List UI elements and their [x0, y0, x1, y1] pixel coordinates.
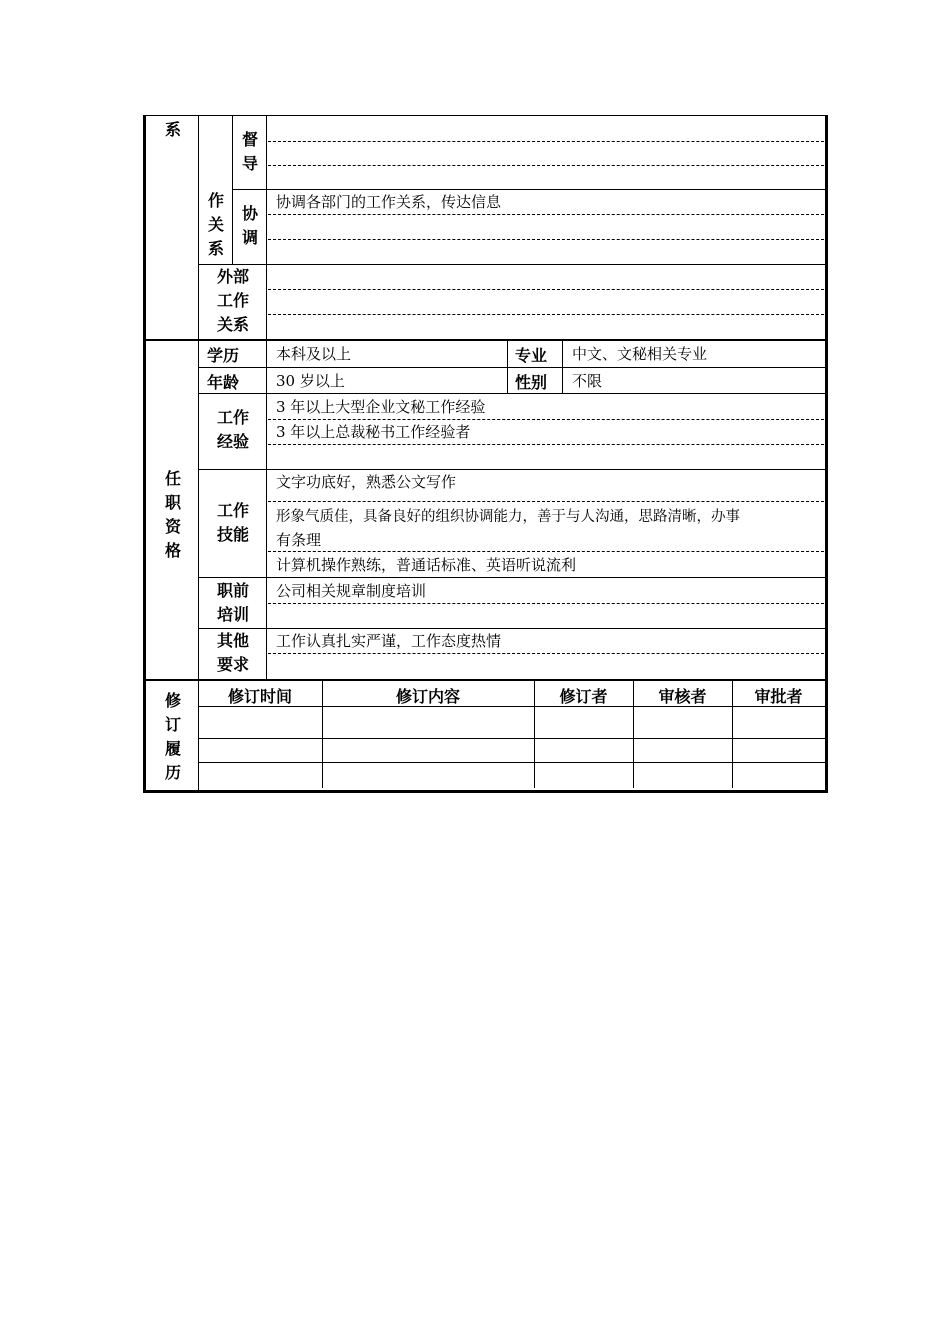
age-row-bottom: [198, 393, 825, 394]
age-value: 30 岁以上: [276, 372, 345, 390]
skills-dash-2: [268, 551, 824, 552]
skills-line-text-4: 计算机操作熟练，普通话标准、英语听说流利: [276, 556, 577, 574]
bottom-border: [143, 790, 828, 793]
revision-header-content: 修订内容: [395, 687, 460, 706]
top-border: [146, 115, 826, 116]
relations-bottom: [146, 339, 826, 341]
training-text: 公司相关规章制度培训: [276, 582, 427, 600]
experience-dash-1: [268, 419, 824, 420]
other-text: 工作认真扎实严谨，工作态度热情: [276, 632, 502, 650]
external-line-1: [268, 289, 824, 290]
training-dash: [268, 603, 824, 604]
major-label: 专业: [515, 346, 548, 365]
education-label: 学历: [207, 346, 240, 365]
education-row-bottom: [198, 367, 825, 368]
experience-line-text-1: 3 年以上大型企业文秘工作经验: [276, 398, 486, 416]
experience-label: 工作 经验: [216, 408, 249, 451]
external-line-2: [268, 314, 824, 315]
qualifications-label-divider: [266, 341, 267, 681]
skills-line-text-1: 文字功底好，熟悉公文写作: [276, 473, 457, 491]
other-dash: [268, 653, 824, 654]
experience-dash-2: [268, 444, 824, 445]
revision-row-2-bottom: [198, 762, 825, 763]
revision-header-bottom: [198, 706, 825, 707]
skills-row-bottom: [198, 577, 825, 578]
internal-relations-label: 作 关 系: [207, 191, 224, 258]
gender-value: 不限: [572, 372, 603, 390]
outer-left-border: [143, 115, 146, 793]
age-label: 年龄: [207, 373, 240, 392]
experience-line-text-2: 3 年以上总裁秘书工作经验者: [276, 423, 471, 441]
skills-line-text-3: 有条理: [276, 531, 322, 549]
supervise-line-1: [268, 141, 824, 142]
revision-row-1-bottom: [198, 738, 825, 739]
gender-label: 性别: [515, 373, 548, 392]
coordinate-bottom: [198, 264, 825, 265]
coordinate-label: 协 调: [241, 204, 258, 247]
experience-row-bottom: [198, 469, 825, 470]
skills-line-text-2: 形象气质佳，具备良好的组织协调能力，善于与人沟通，思路清晰，办事: [276, 509, 740, 525]
revision-header-reviewer: 审核者: [658, 687, 707, 706]
outer-right-border: [825, 115, 828, 793]
other-label: 其他 要求: [216, 631, 249, 674]
qualifications-bottom: [146, 679, 826, 681]
qualifications-section-label: 任 职 资 格: [164, 469, 181, 560]
skills-dash-1: [268, 501, 824, 502]
skills-label: 工作 技能: [216, 501, 249, 544]
external-relations-label: 外部 工作 关系: [216, 267, 249, 334]
coordinate-line-2: [268, 239, 824, 240]
relations-inner-divider: [232, 115, 233, 265]
revision-header-approver: 审批者: [754, 687, 803, 706]
supervise-line-2: [268, 165, 824, 166]
relations-section-label: 系: [164, 120, 181, 139]
supervise-bottom: [232, 189, 825, 190]
major-value: 中文、文秘相关专业: [572, 345, 708, 363]
revision-section-label: 修 订 履 历: [164, 691, 181, 782]
coordinate-line-1: [268, 214, 824, 215]
education-value: 本科及以上: [276, 345, 352, 363]
coordinate-text: 协调各部门的工作关系，传达信息: [276, 193, 502, 211]
supervise-label: 督 导: [241, 130, 258, 173]
training-label: 职前 培训: [216, 581, 249, 624]
revision-header-time: 修订时间: [227, 687, 292, 706]
revision-header-reviser: 修订者: [559, 687, 608, 706]
training-row-bottom: [198, 628, 825, 629]
relations-content-divider: [266, 115, 267, 341]
